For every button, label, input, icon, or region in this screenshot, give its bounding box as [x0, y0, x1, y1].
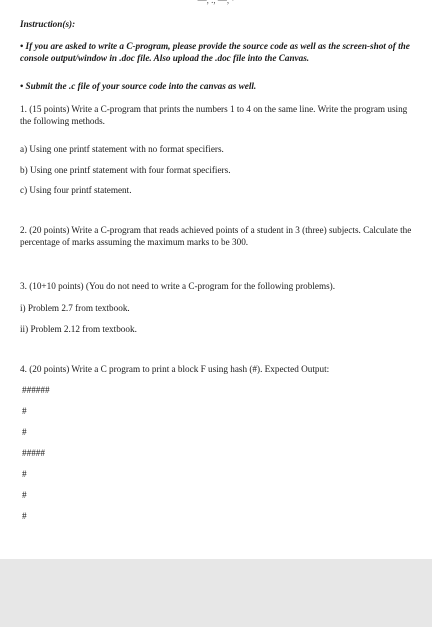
- instruction-bullet-submit: • Submit the .c file of your source code into the canvas as well.: [20, 81, 257, 91]
- question-3-part-i: i) Problem 2.7 from textbook.: [20, 303, 130, 313]
- expected-output-line: ######: [22, 385, 50, 395]
- expected-output-line: #: [22, 469, 27, 479]
- question-3-part-ii: ii) Problem 2.12 from textbook.: [20, 324, 137, 334]
- expected-output-line: #: [22, 511, 27, 521]
- page-gap-background: [0, 559, 432, 627]
- question-1-part-c: c) Using four printf statement.: [20, 185, 132, 195]
- instruction-bullet-doc: • If you are asked to write a C-program, please provide the source code as well as the screen-shot of the console output/window in .doc file. Also upload the .doc file into the Canvas.: [20, 41, 410, 63]
- instructions-heading: Instruction(s):: [20, 19, 76, 29]
- question-1-text: 1. (15 points) Write a C-program that prints the numbers 1 to 4 on the same line. Write the program using the following methods.: [20, 104, 408, 126]
- expected-output-line: #: [22, 490, 27, 500]
- question-3-text: 3. (10+10 points) (You do not need to write a C-program for the following problems).: [20, 281, 336, 291]
- question-1-part-a: a) Using one printf statement with no format specifiers.: [20, 144, 224, 154]
- question-2-text: 2. (20 points) Write a C-program that reads achieved points of a student in 3 (three) subjects. Calculate the percentage of marks assuming the maximum marks to be 300.: [20, 225, 412, 247]
- expected-output-line: #####: [22, 448, 45, 458]
- question-1-part-b: b) Using one printf statement with four format specifiers.: [20, 165, 231, 175]
- cut-off-header-text: —, ., —, ·: [197, 0, 235, 5]
- question-4-text: 4. (20 points) Write a C program to print a block F using hash (#). Expected Output:: [20, 364, 330, 374]
- expected-output-line: #: [22, 406, 27, 416]
- expected-output-line: #: [22, 427, 27, 437]
